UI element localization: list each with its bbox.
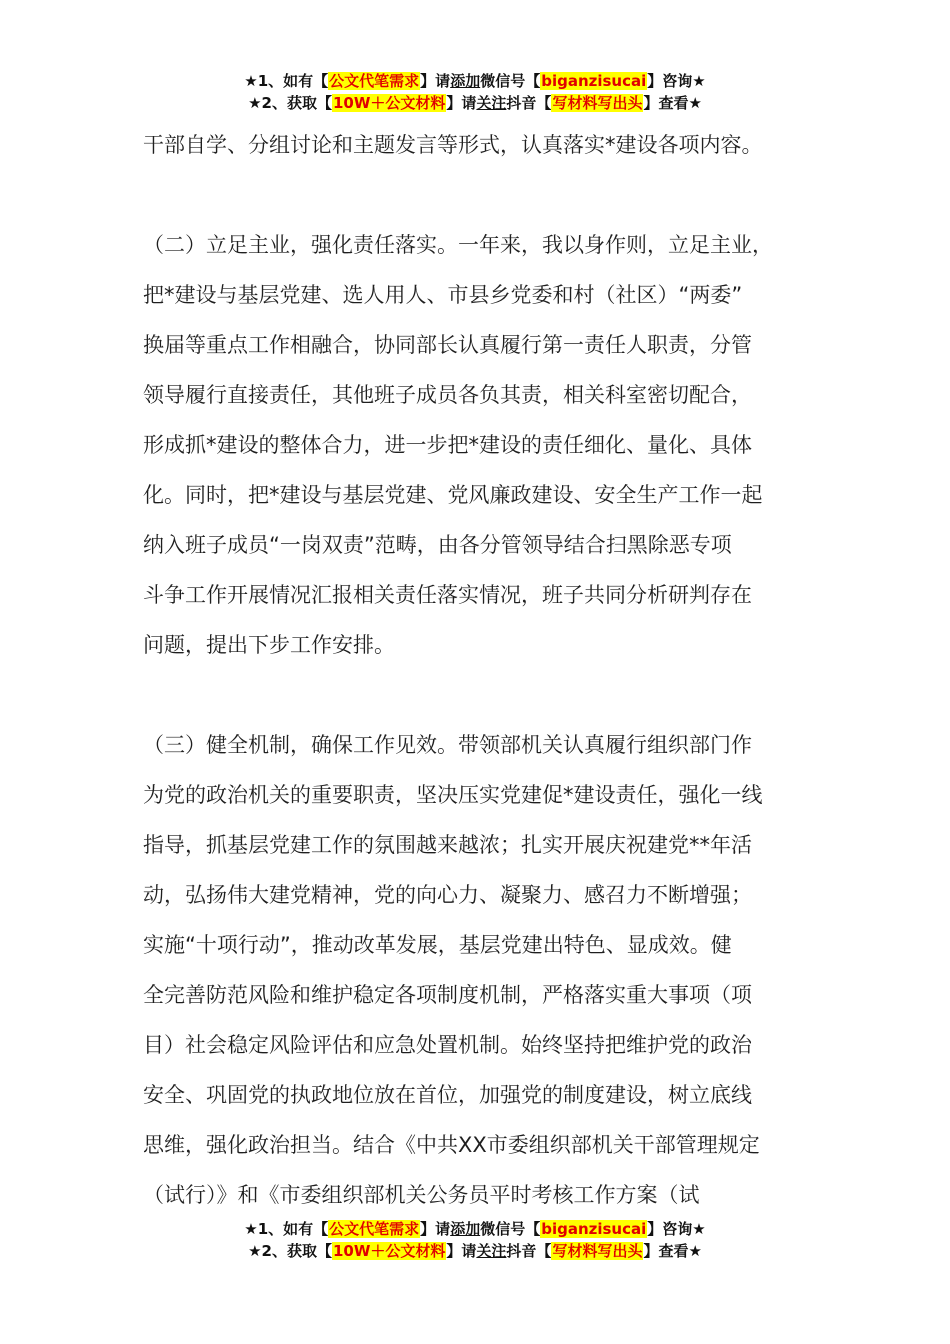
banner-line-1: [0, 70, 950, 92]
banner-text: 】请: [446, 1242, 477, 1260]
banner-text: 】请: [420, 1220, 451, 1238]
banner-text: 】咨询★: [647, 72, 706, 90]
banner-highlight: biganzisucai: [541, 1220, 647, 1238]
text-line: 斗争工作开展情况汇报相关责任落实情况，班子共同分析研判存在: [143, 583, 752, 607]
banner-underlined-text: 添加: [450, 72, 481, 90]
text-line: （三）健全机制，确保工作见效。带领部机关认真履行组织部门作: [143, 733, 752, 757]
banner-text: 】请: [420, 72, 451, 90]
text-line: 思维，强化政治担当。结合《中共XX市委组织部机关干部管理规定: [143, 1133, 760, 1157]
banner-line-2: [0, 1240, 950, 1262]
banner-text: 】查看★: [643, 1242, 702, 1260]
banner-text: 】请: [446, 94, 477, 112]
text-line: 干部自学、分组讨论和主题发言等形式，认真落实*建设各项内容。: [143, 133, 763, 157]
text-line: 换届等重点工作相融合，协同部长认真履行第一责任人职责，分管: [143, 333, 752, 357]
banner-text: 抖音【: [506, 94, 552, 112]
header-banner: [0, 70, 950, 114]
banner-highlight: 写材料写出头: [552, 1242, 643, 1260]
footer-banner: [0, 1218, 950, 1262]
text-line: 实施“十项行动”，推动改革发展，基层党建出特色、显成效。健: [143, 933, 732, 957]
paragraph-section-2: [143, 220, 833, 670]
text-line: 动，弘扬伟大建党精神，党的向心力、凝聚力、感召力不断增强；: [143, 883, 752, 907]
text-line: 指导，抓基层党建工作的氛围越来越浓；扎实开展庆祝建党**年活: [143, 833, 752, 857]
banner-text: 微信号【: [480, 1220, 541, 1238]
banner-highlight: biganzisucai: [541, 72, 647, 90]
banner-line-2: [0, 92, 950, 114]
text-line: 把*建设与基层党建、选人用人、市县乡党委和村（社区）“两委”: [143, 283, 743, 307]
text-line: 问题，提出下步工作安排。: [143, 633, 395, 657]
text-line: 为党的政治机关的重要职责，坚决压实党建促*建设责任，强化一线: [143, 783, 763, 807]
banner-underlined-text: 关注: [476, 1242, 507, 1260]
banner-text: ★2、获取【: [248, 94, 332, 112]
text-line: 化。同时，把*建设与基层党建、党风廉政建设、安全生产工作一起: [143, 483, 763, 507]
banner-highlight: 写材料写出头: [552, 94, 643, 112]
paragraph-continuation: [143, 120, 833, 170]
banner-text: 微信号【: [480, 72, 541, 90]
banner-highlight: 10W＋公文材料: [332, 94, 446, 112]
text-line: 领导履行直接责任，其他班子成员各负其责，相关科室密切配合，: [143, 383, 752, 407]
text-line: 纳入班子成员“一岗双责”范畴，由各分管领导结合扫黑除恶专项: [143, 533, 732, 557]
banner-text: ★2、获取【: [248, 1242, 332, 1260]
banner-highlight: 10W＋公文材料: [332, 1242, 446, 1260]
text-line: 目）社会稳定风险评估和应急处置机制。始终坚持把维护党的政治: [143, 1033, 752, 1057]
text-line: （二）立足主业，强化责任落实。一年来，我以身作则，立足主业，: [143, 233, 773, 257]
document-body: [143, 120, 833, 1220]
banner-underlined-text: 关注: [476, 94, 507, 112]
text-line: （试行）》和《市委组织部机关公务员平时考核工作方案（试: [143, 1183, 700, 1207]
text-line: 全完善防范风险和维护稳定各项制度机制，严格落实重大事项（项: [143, 983, 752, 1007]
banner-highlight: 公文代笔需求: [329, 1220, 420, 1238]
banner-text: 抖音【: [506, 1242, 552, 1260]
banner-text: ★1、如有【: [244, 1220, 329, 1238]
paragraph-section-3: [143, 720, 833, 1220]
banner-underlined-text: 添加: [450, 1220, 481, 1238]
text-line: 形成抓*建设的整体合力，进一步把*建设的责任细化、量化、具体: [143, 433, 752, 457]
banner-highlight: 公文代笔需求: [329, 72, 420, 90]
banner-text: ★1、如有【: [244, 72, 329, 90]
banner-text: 】咨询★: [647, 1220, 706, 1238]
text-line: 安全、巩固党的执政地位放在首位，加强党的制度建设，树立底线: [143, 1083, 752, 1107]
banner-line-1: [0, 1218, 950, 1240]
banner-text: 】查看★: [643, 94, 702, 112]
